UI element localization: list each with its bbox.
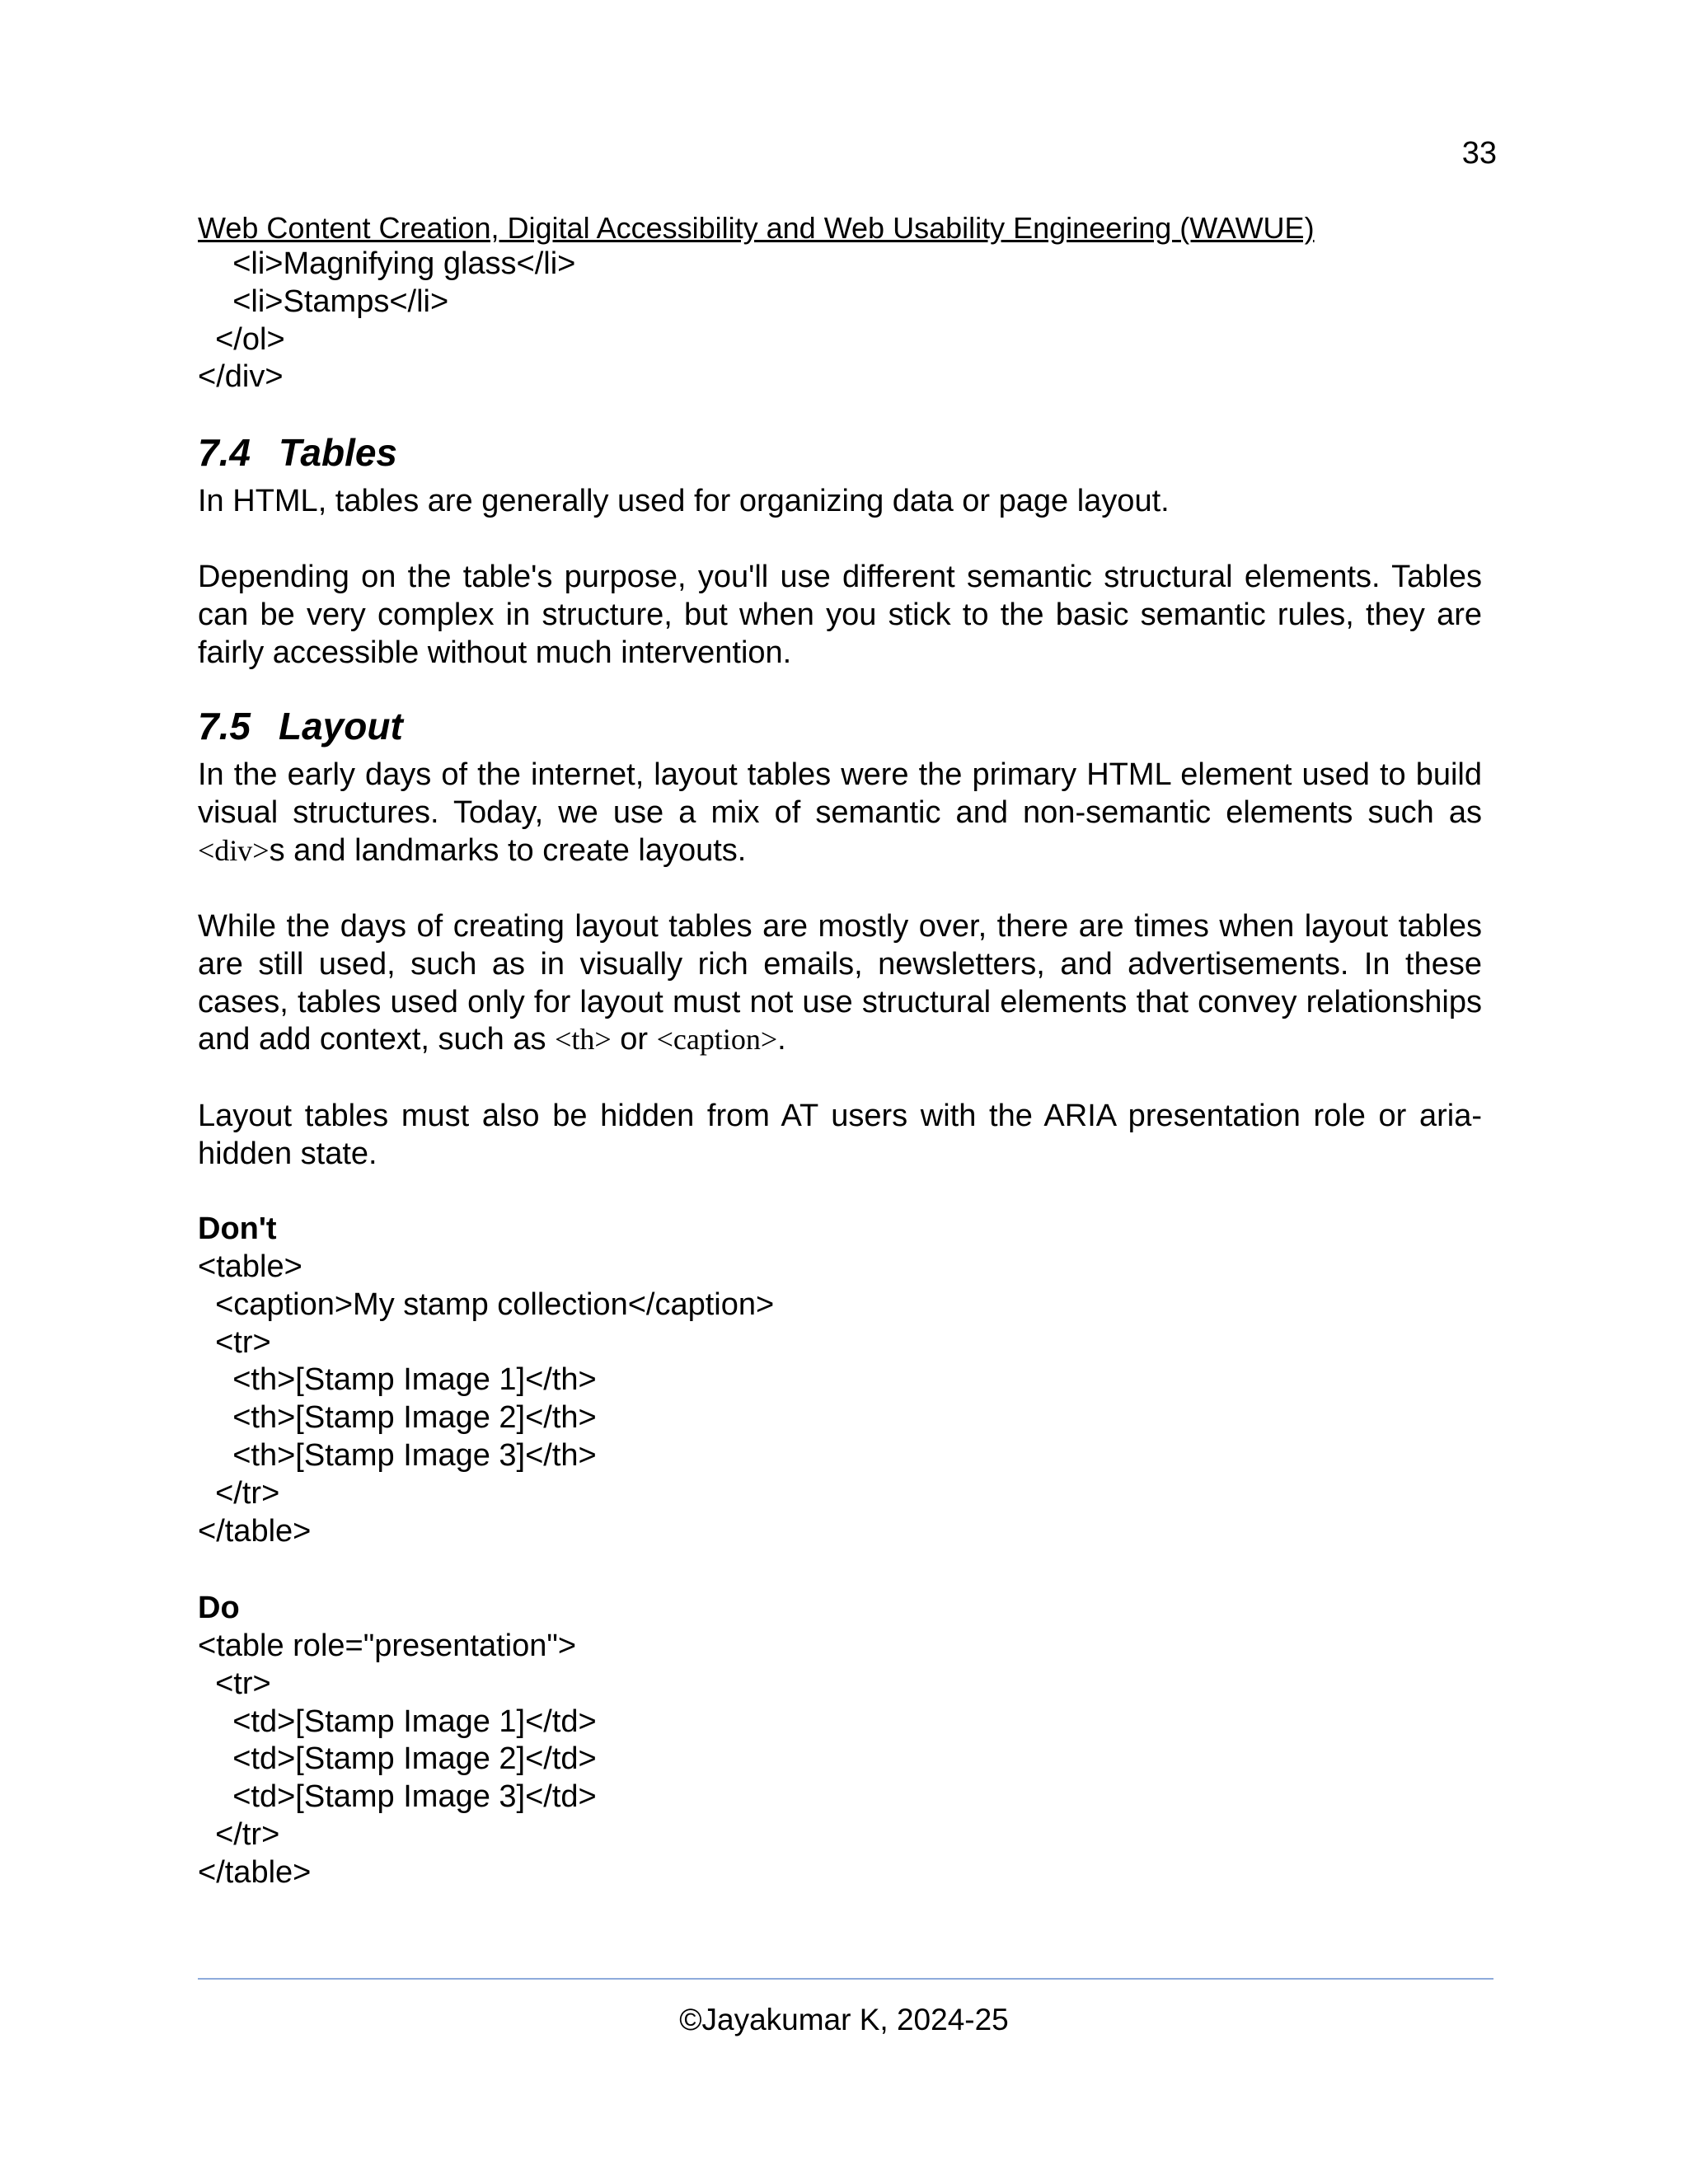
- section-title: Tables: [279, 431, 398, 474]
- inline-code: <th>: [555, 1023, 612, 1057]
- code-snippet-do: [198, 1628, 597, 1892]
- code-line: <table>: [198, 1249, 302, 1284]
- section-number: 7.4: [198, 431, 251, 474]
- text-run: .: [777, 1022, 786, 1057]
- paragraph: [198, 757, 1482, 869]
- text-run: While the days of creating layout tables are mostly over, there are times when layout tables are still used, such as in visually rich emails, newsletters, and advertisements. In these cases, tables used only for layout must not use structural elements that convey relationships and add context, such as: [198, 909, 1482, 1057]
- do-label: Do: [198, 1591, 240, 1625]
- code-line: <li>Stamps</li>: [198, 284, 449, 319]
- code-line: <li>Magnifying glass</li>: [198, 246, 576, 281]
- code-line: </div>: [198, 359, 284, 395]
- code-snippet-dont: [198, 1249, 774, 1550]
- inline-code: <caption>: [656, 1023, 778, 1057]
- text-run: or: [611, 1022, 657, 1057]
- code-line: </tr>: [198, 1816, 280, 1852]
- code-line: <tr>: [198, 1666, 271, 1701]
- page-number: 33: [1461, 136, 1497, 171]
- section-title: Layout: [279, 705, 403, 748]
- text-run: s and landmarks to create layouts.: [269, 832, 747, 868]
- paragraph: Layout tables must also be hidden from AT users with the ARIA presentation role or aria-hidden state.: [198, 1099, 1482, 1171]
- code-line: </table>: [198, 1513, 312, 1549]
- code-line: <th>[Stamp Image 2]</th>: [198, 1400, 597, 1436]
- code-line: <tr>: [198, 1324, 271, 1360]
- code-line: <td>[Stamp Image 3]</td>: [198, 1779, 597, 1815]
- code-line: </table>: [198, 1854, 312, 1890]
- code-line: <caption>My stamp collection</caption>: [198, 1286, 775, 1322]
- code-line: <table role="presentation">: [198, 1629, 577, 1663]
- inline-code: <div>: [198, 833, 270, 867]
- code-line: </ol>: [198, 321, 285, 357]
- paragraph: In HTML, tables are generally used for organizing data or page layout.: [198, 484, 1170, 518]
- text-run: In the early days of the internet, layout tables were the primary HTML element used to build visual structures. Today, we use a mix of semantic and non-semantic elements such as: [198, 757, 1482, 830]
- section-number: 7.5: [198, 705, 251, 748]
- footer-copyright: ©Jayakumar K, 2024-25: [679, 2003, 1009, 2036]
- code-line: </tr>: [198, 1475, 280, 1511]
- paragraph: Depending on the table's purpose, you'll use different semantic structural elements. Tables can be very complex in structure, but when you stick to the basic semantic rules, they are fairly accessible without much intervention.: [198, 560, 1482, 670]
- code-line: <th>[Stamp Image 1]</th>: [198, 1362, 597, 1398]
- footer-divider: [198, 1978, 1493, 1980]
- code-line: <th>[Stamp Image 3]</th>: [198, 1437, 597, 1473]
- section-heading-layout: [198, 703, 403, 749]
- paragraph: [198, 908, 1482, 1059]
- dont-label: Don't: [198, 1212, 277, 1246]
- code-snippet-top: [198, 246, 575, 396]
- code-line: <td>[Stamp Image 2]</td>: [198, 1741, 597, 1777]
- code-line: <td>[Stamp Image 1]</td>: [198, 1704, 597, 1739]
- section-heading-tables: [198, 429, 397, 476]
- running-header: Web Content Creation, Digital Accessibility and Web Usability Engineering (WAWUE): [198, 211, 1315, 245]
